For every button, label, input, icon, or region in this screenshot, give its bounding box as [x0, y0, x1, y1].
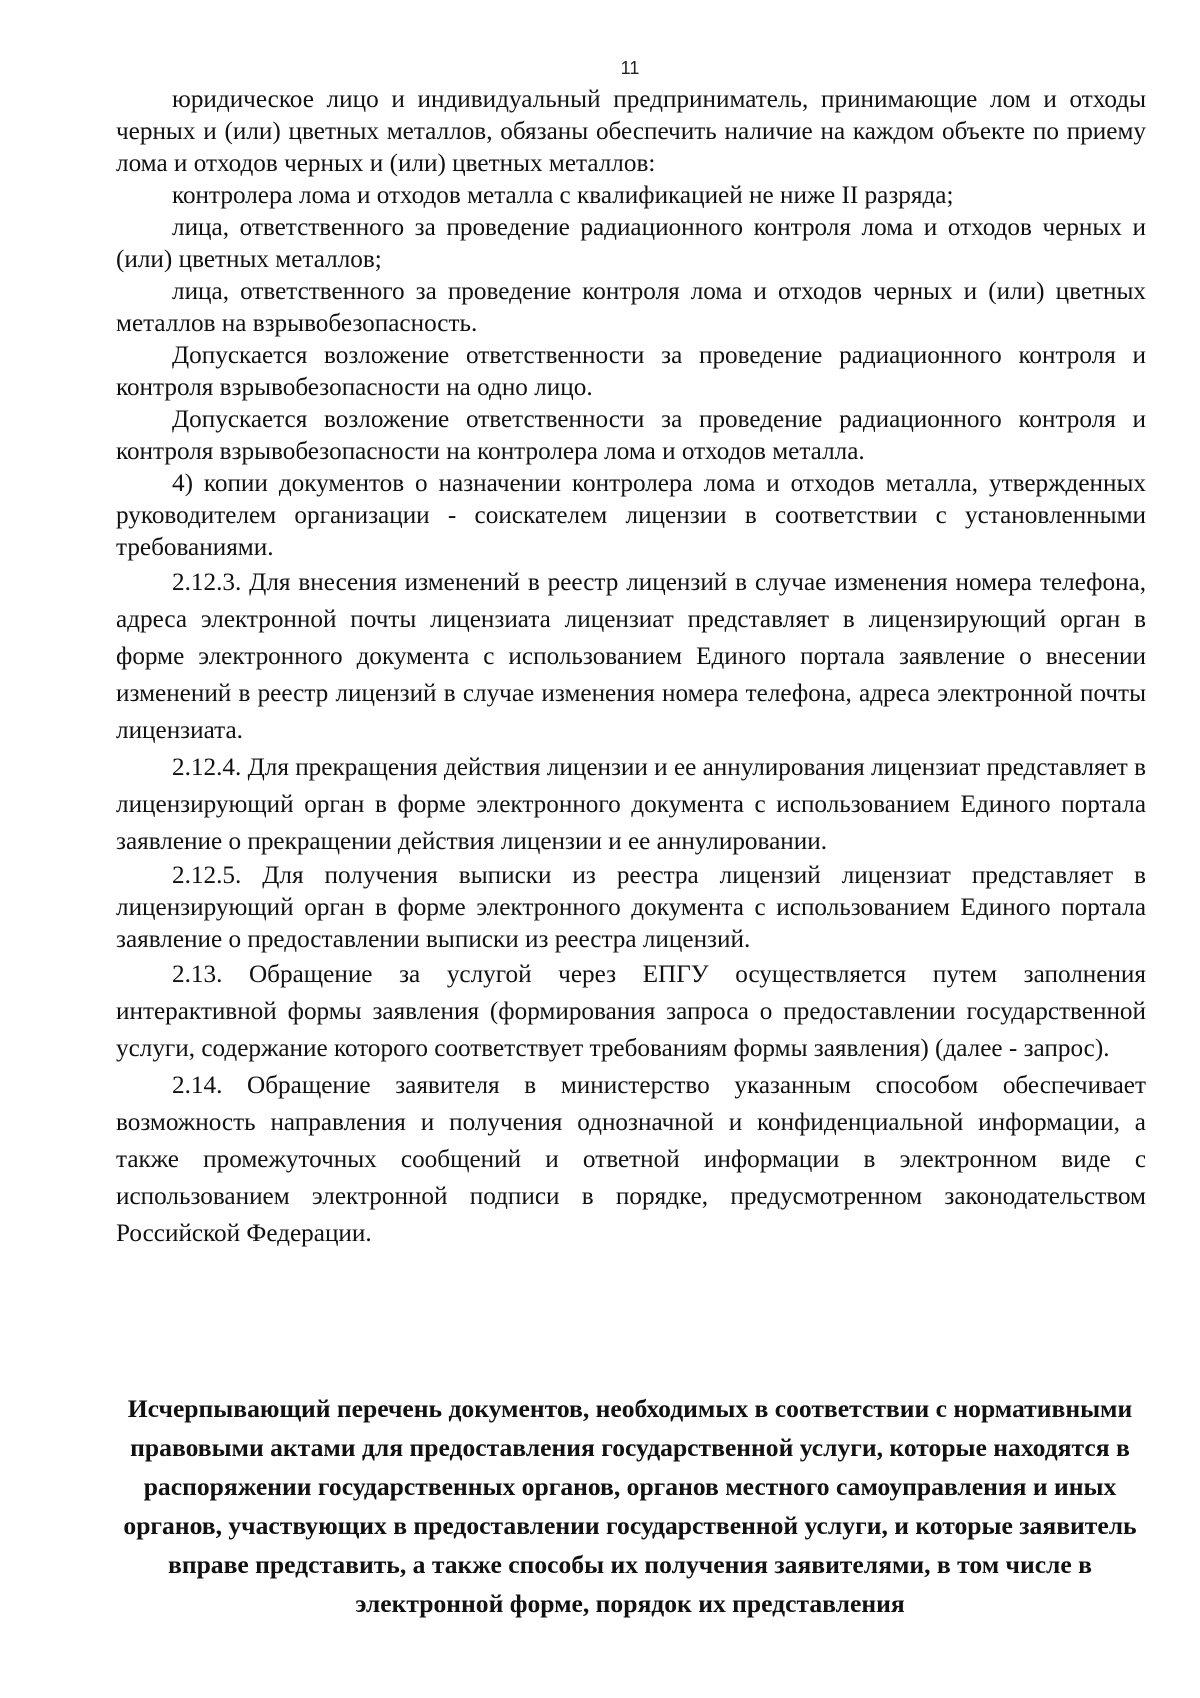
paragraph-2-12-3: 2.12.3. Для внесения изменений в реестр лицензий в случае изменения номера телефона, адреса электронной почты лицензиата лицензиат представляет в лицензирующий орган в форме электронного документа с использованием Единого портала заявление о внесении изменений в реестр лицензий в случае изменения номера телефона, адреса электронной почты лицензиата.	[116, 569, 1146, 744]
paragraph-explosion-person: лица, ответственного за проведение контроля лома и отходов черных и (или) цветных металлов на взрывобезопасность.	[116, 278, 1146, 337]
paragraph-radiation-person: лица, ответственного за проведение радиационного контроля лома и отходов черных и (или) цветных металлов;	[116, 214, 1146, 273]
paragraph-controller: контролера лома и отходов металла с квалификацией не ниже II разряда;	[172, 182, 954, 209]
page-number: 11	[620, 58, 640, 78]
paragraph-controller-responsibility: Допускается возложение ответственности за проведение радиационного контроля и контроля взрывобезопасности на контролера лома и отходов металла.	[116, 406, 1146, 465]
paragraph-item-4: 4) копии документов о назначении контролера лома и отходов металла, утвержденных руководителем организации - соискателем лицензии в соответствии с установленными требованиями.	[116, 470, 1146, 561]
paragraph-2-12-5: 2.12.5. Для получения выписки из реестра лицензий лицензиат представляет в лицензирующий орган в форме электронного документа с использованием Единого портала заявление о предоставлении выписки из реестра лицензий.	[116, 862, 1146, 953]
paragraph-one-person: Допускается возложение ответственности за проведение радиационного контроля и контроля взрывобезопасности на одно лицо.	[116, 342, 1146, 401]
section-heading: Исчерпывающий перечень документов, необходимых в соответствии с нормативными правовыми актами для предоставления государственной услуги, которые находятся в распоряжении государственных органов, органов местного самоуправления и иных органов, участвующих в предоставлении государственной услуги, и которые заявитель вправе представить, а также способы их получения заявителями, в том числе в электронной форме, порядок их представления	[123, 1394, 1137, 1618]
paragraph-obligation: юридическое лицо и индивидуальный предприниматель, принимающие лом и отходы черных и (или) цветных металлов, обязаны обеспечить наличие на каждом объекте по приему лома и отходов черных и (или) цветных металлов:	[116, 86, 1146, 177]
paragraph-2-13: 2.13. Обращение за услугой через ЕПГУ осуществляется путем заполнения интерактивной формы заявления (формирования запроса о предоставлении государственной услуги, содержание которого соответствует требованиям формы заявления) (далее - запрос).	[116, 961, 1146, 1062]
paragraph-2-14: 2.14. Обращение заявителя в министерство указанным способом обеспечивает возможность направления и получения однозначной и конфиденциальной информации, а также промежуточных сообщений и ответной информации в электронном виде с использованием электронной подписи в порядке, предусмотренном законодательством Российской Федерации.	[116, 1072, 1146, 1247]
paragraph-2-12-4: 2.12.4. Для прекращения действия лицензии и ее аннулирования лицензиат представляет в лицензирующий орган в форме электронного документа с использованием Единого портала заявление о прекращении действия лицензии и ее аннулировании.	[116, 754, 1146, 855]
document-body	[116, 84, 1146, 1252]
